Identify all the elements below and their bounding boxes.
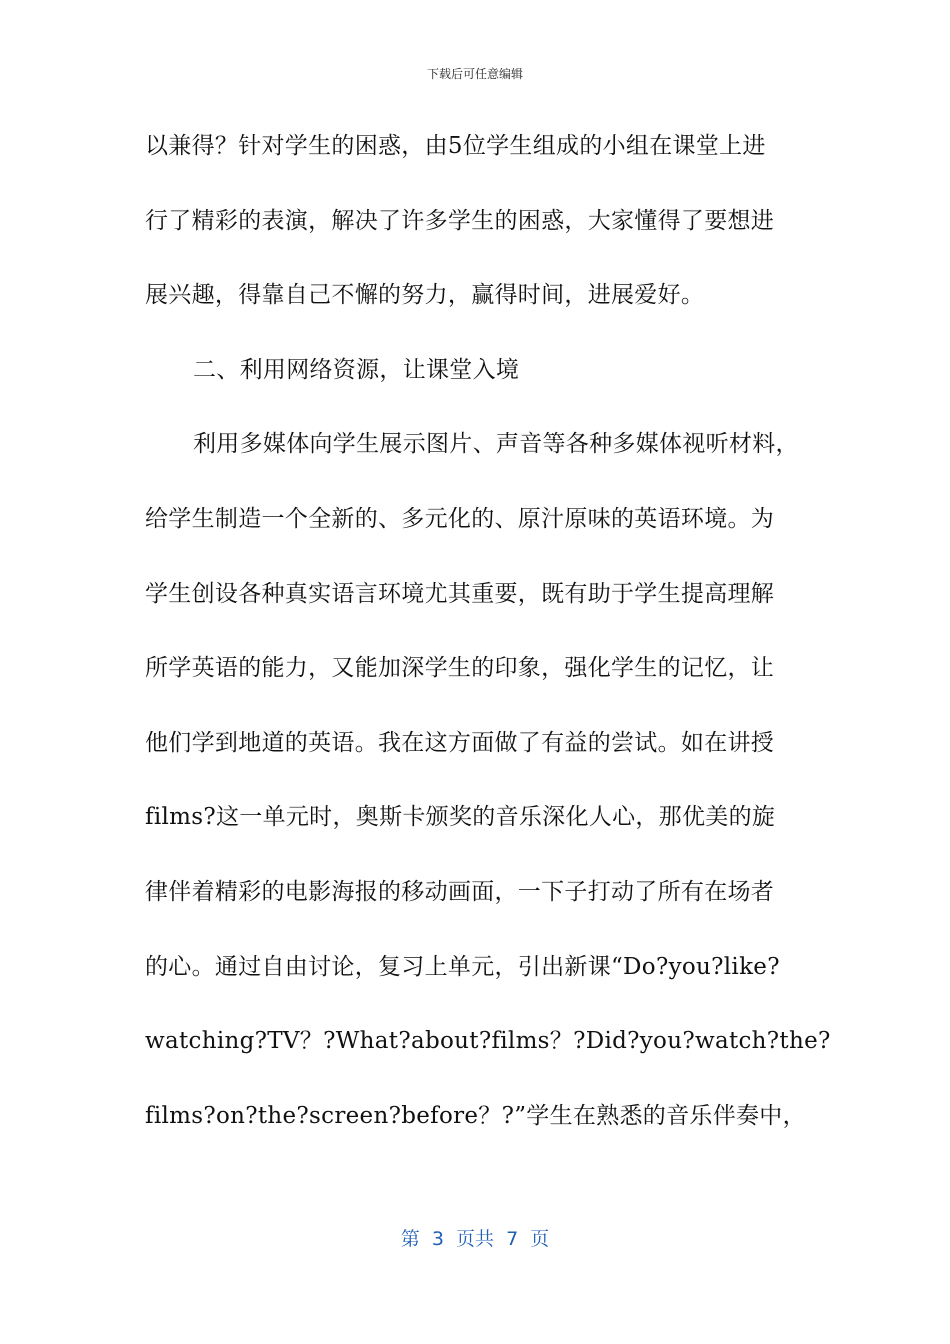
section-heading: 二、利用网络资源，让课堂入境	[193, 356, 520, 383]
page-number-footer: 第 3 页共 7 页	[400, 1228, 550, 1250]
paragraph-line-12: 的心。通过自由讨论，复习上单元，引出新课“Do?you?like?	[145, 953, 780, 980]
paragraph-line-14: films?on?the?screen?before？?”学生在熟悉的音乐伴奏中，	[145, 1102, 806, 1129]
paragraph-line-1: 以兼得？针对学生的困惑，由5位学生组成的小组在课堂上进	[145, 133, 766, 159]
paragraph-line-10: films?这一单元时，奥斯卡颁奖的音乐深化人心，那优美的旋	[145, 804, 776, 831]
paragraph-line-8: 所学英语的能力，又能加深学生的印象，强化学生的记忆，让	[145, 655, 775, 682]
paragraph-line-9: 他们学到地道的英语。我在这方面做了有益的尝试。如在讲授	[145, 729, 775, 756]
paragraph-line-5: 利用多媒体向学生展示图片、声音等各种多媒体视听材料，	[193, 431, 799, 458]
paragraph-line-13: watching?TV？?What?about?films？?Did?you?watch?the?	[145, 1028, 831, 1055]
paragraph-line-3: 展兴趣，得靠自己不懈的努力，赢得时间，进展爱好。	[145, 282, 705, 309]
paragraph-line-11: 律伴着精彩的电影海报的移动画面，一下子打动了所有在场者	[145, 878, 775, 905]
page-header: 下载后可任意编辑	[426, 67, 523, 81]
document-body	[145, 122, 831, 1166]
paragraph-line-7: 学生创设各种真实语言环境尤其重要，既有助于学生提高理解	[145, 580, 775, 607]
paragraph-line-2: 行了精彩的表演，解决了许多学生的困惑，大家懂得了要想进	[145, 207, 775, 234]
paragraph-line-6: 给学生制造一个全新的、多元化的、原汁原味的英语环境。为	[145, 505, 775, 532]
